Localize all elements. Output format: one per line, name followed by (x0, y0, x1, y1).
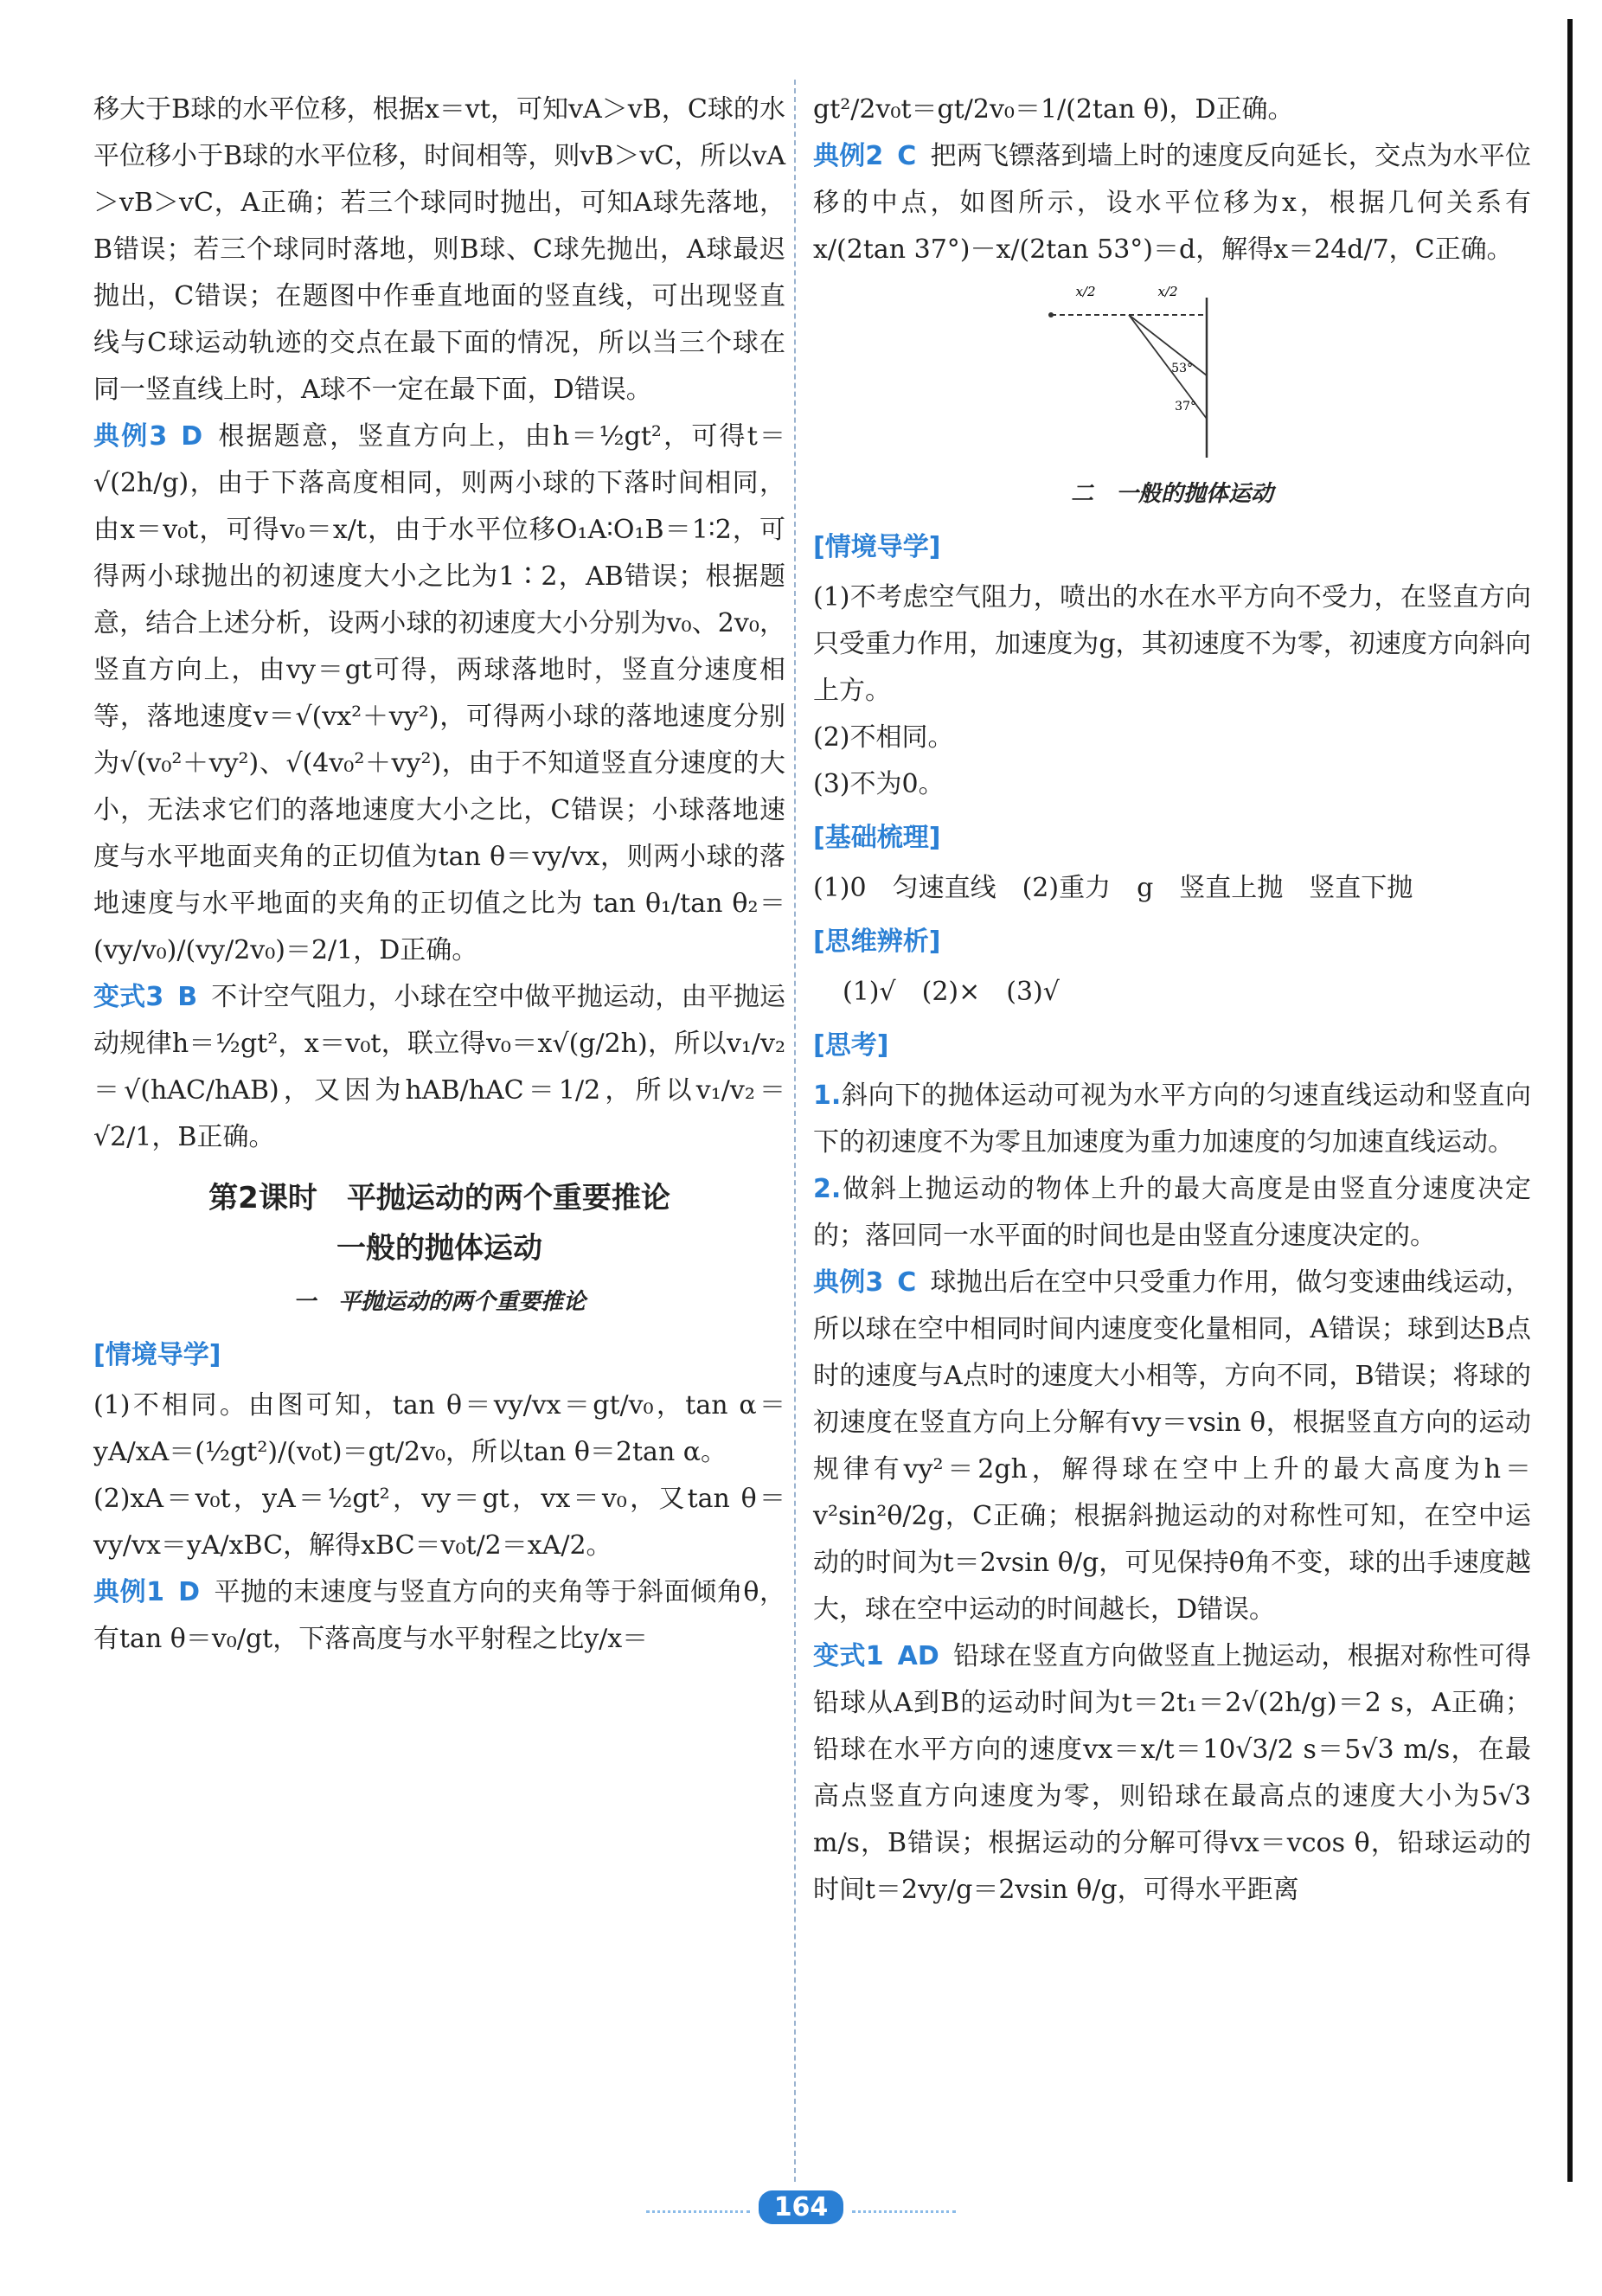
variant-text: 不计空气阻力，小球在空中做平抛运动，由平抛运动规律h＝½gt²，x＝v₀t，联立得v₀＝x√(g/2h)，所以v₁/v₂＝√(hAC/hAB)，又因为hAB/hAC＝1/2，所以v₁/v₂＝√2/1，B正确。 (93, 982, 786, 1152)
situation-2-answer-2: (2)不相同。 (813, 722, 954, 753)
item-number: 1. (813, 1081, 842, 1111)
answer-letter: AD (897, 1641, 939, 1671)
footer-dots-left (646, 2210, 750, 2213)
example-1 (93, 1569, 785, 1663)
situation-answer-1: (1)不相同。由图可知，tan θ＝vy/vx＝gt/v₀，tan α＝yA/xA＝(½gt²)/(v₀t)＝gt/2v₀，所以tan θ＝2tan α。 (93, 1390, 785, 1467)
angle-label-53: 53° (1171, 362, 1193, 375)
example-label: 典例1 (93, 1577, 165, 1607)
box-heading-judgement: [思维辨析] (813, 927, 941, 957)
column-divider (794, 80, 796, 2182)
half-distance-label-1: x/2 (1075, 284, 1096, 299)
box-heading-situation-2: [情境导学] (813, 532, 941, 562)
launch-point (1048, 312, 1054, 317)
variant-label: 变式3 (93, 982, 164, 1012)
thinking-item-2 (813, 1166, 1531, 1260)
section-heading-1: 一 平抛运动的两个重要推论 (292, 1289, 586, 1315)
box-heading-thinking: [思考] (813, 1030, 889, 1061)
example-text: 把两飞镖落到墙上时的速度反向延长，交点为水平位移的中点，如图所示，设水平位移为x，根据几何关系有 x/(2tan 37°)－x/(2tan 53°)＝d，解得x＝24d/7，C正确。 (813, 141, 1532, 265)
footer-dots-right (852, 2210, 956, 2213)
basics-answer: (1)0 匀速直线 (2)重力 g 竖直上抛 竖直下抛 (813, 873, 1413, 903)
situation-2-answer-1: (1)不考虑空气阻力，喷出的水在水平方向不受力，在竖直方向只受重力作用，加速度为g，其初速度不为零，初速度方向斜向上方。 (813, 582, 1531, 706)
variant-label: 变式1 (813, 1641, 884, 1671)
page-number-footer (0, 2190, 1602, 2224)
answer-letter: C (897, 1267, 917, 1298)
variant-3 (93, 974, 785, 1161)
example-3-right (813, 1260, 1531, 1633)
example-text: 平抛的末速度与竖直方向的夹角等于斜面倾角θ，有tan θ＝v₀/gt，下落高度与水平射程之比y/x＝ (93, 1577, 786, 1654)
lesson-title-1: 第2课时 平抛运动的两个重要推论 (208, 1181, 670, 1215)
example-text: 球抛出后在空中只受重力作用，做匀变速曲线运动，所以球在空中相同时间内速度变化量相同，A错误；球到达B点时的速度与A点时的速度大小相等，方向不同，B错误；将球的初速度在竖直方向上分解有vy＝vsin θ，根据竖直方向的运动规律有vy²＝2gh，解得球在空中上升的最大高度为h＝v²sin²θ/2g，C正确；根据斜抛运动的对称性可知，在空中运动的时间为t＝2vsin θ/g，可见保持θ角不变，球的出手速度越大，球在空中运动的时间越长，D错误。 (813, 1267, 1532, 1625)
example-2 (813, 133, 1531, 273)
example-label: 典例3 (93, 421, 168, 452)
paragraph-continuation-right: gt²/2v₀t＝gt/2v₀＝1/(2tan θ)，D正确。 (813, 94, 1294, 125)
page-number: 164 (759, 2190, 844, 2224)
example-label: 典例2 (813, 141, 884, 171)
answer-letter: C (897, 141, 917, 171)
box-heading-situation: [情境导学] (93, 1340, 221, 1370)
item-text: 斜向下的抛体运动可视为水平方向的匀速直线运动和竖直向下的初速度不为零且加速度为重力加速度的匀加速直线运动。 (813, 1081, 1531, 1158)
half-distance-label-2: x/2 (1157, 284, 1178, 299)
box-heading-basics: [基础梳理] (813, 823, 941, 853)
example-text: 根据题意，竖直方向上，由h＝½gt²，可得t＝√(2h/g)，由于下落高度相同，则两小球的下落时间相同，由x＝v₀t，可得v₀＝x/t，由于水平位移O₁A∶O₁B＝1∶2，可得两小球抛出的初速度大小之比为1∶2，AB错误；根据题意，结合上述分析，设两小球的初速度大小分别为v₀、2v₀，竖直方向上，由vy＝gt可得，两球落地时，竖直分速度相等，落地速度v＝√(vx²＋vy²)，可得两小球的落地速度分别为√(v₀²＋vy²)、√(4v₀²＋vy²)，由于不知道竖直分速度的大小，无法求它们的落地速度大小之比，C错误；小球落地速度与水平地面夹角的正切值为tan θ＝vy/vx，则两小球的落地速度与水平地面的夹角的正切值之比为 tan θ₁/tan θ₂＝(vy/v₀)/(vy/2v₀)＝2/1，D正确。 (93, 421, 785, 965)
judgement-answer: (1)√ (2)× (3)√ (843, 977, 1060, 1007)
example-label: 典例3 (813, 1267, 884, 1298)
angle-label-37: 37° (1175, 400, 1196, 414)
left-column (93, 87, 785, 1663)
thinking-item-1 (813, 1073, 1531, 1166)
situation-2-answer-3: (3)不为0。 (813, 769, 945, 799)
example-3-left (93, 414, 785, 974)
page-edge-bar (1567, 19, 1573, 2182)
variant-1 (813, 1633, 1531, 1914)
dart-geometry-figure (1042, 280, 1302, 462)
paragraph-continuation: 移大于B球的水平位移，根据x＝vt，可知vA＞vB，C球的水平位移小于B球的水平位移，时间相等，则vB＞vC，所以vA＞vB＞vC，A正确；若三个球同时抛出，可知A球先落地，B错误；若三个球同时落地，则B球、C球先抛出，A球最迟抛出，C错误；在题图中作垂直地面的竖直线，可出现竖直线与C球运动轨迹的交点在最下面的情况，所以当三个球在同一竖直线上时，A球不一定在最下面，D错误。 (93, 94, 785, 405)
item-text: 做斜上抛运动的物体上升的最大高度是由竖直分速度决定的；落回同一水平面的时间也是由竖直分速度决定的。 (813, 1174, 1531, 1251)
answer-letter: B (177, 982, 198, 1012)
right-column (813, 87, 1531, 1914)
lesson-title-2: 一般的抛体运动 (336, 1231, 542, 1266)
answer-letter: D (178, 1577, 200, 1607)
situation-answer-2: (2)xA＝v₀t，yA＝½gt²，vy＝gt，vx＝v₀，又tan θ＝vy/vx＝yA/xBC，解得xBC＝v₀t/2＝xA/2。 (93, 1484, 785, 1561)
variant-text: 铅球在竖直方向做竖直上抛运动，根据对称性可得铅球从A到B的运动时间为t＝2t₁＝2√(2h/g)＝2 s，A正确；铅球在水平方向的速度vx＝x/t＝10√3/2 s＝5√3 m/s，在最高点竖直方向速度为零，则铅球在最高点的速度大小为5√3 m/s，B错误；根据运动的分解可得vx＝vcos θ，铅球运动的时间t＝2vy/g＝2vsin θ/g，可得水平距离 (813, 1641, 1531, 1905)
section-heading-2: 二 一般的抛体运动 (1070, 481, 1273, 507)
answer-letter: D (181, 421, 203, 452)
item-number: 2. (813, 1174, 842, 1204)
